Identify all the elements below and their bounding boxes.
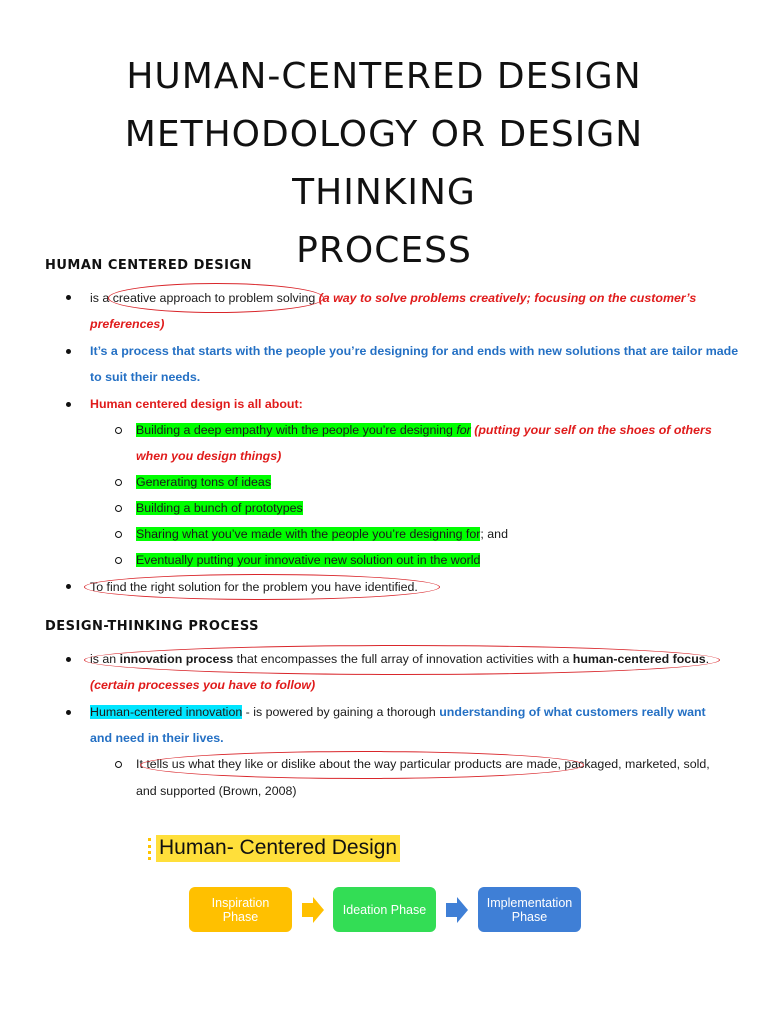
- sub-bullet-empathy-cont: when you design things): [136, 449, 282, 463]
- sub-bullet-circle: [115, 761, 122, 768]
- bullet-dot: [66, 295, 71, 300]
- red-circle-annotation: [108, 283, 324, 313]
- bullet-dot: [66, 584, 71, 589]
- phase-ideation: Ideation Phase: [333, 887, 436, 932]
- section-heading-design-thinking: DESIGN-THINKING PROCESS: [45, 619, 260, 634]
- sub-bullet-circle: [115, 479, 122, 486]
- bullet-right-solution: To find the right solution for the problem you have identified.: [90, 580, 418, 594]
- bullet-process-line1: It’s a process that starts with the people you’re designing for and ends with new solutions that are tailor made: [90, 344, 739, 358]
- phase-implementation: Implementation Phase: [478, 887, 581, 932]
- bullet-dot: [66, 710, 71, 715]
- sub-bullet-eventually: Eventually putting your innovative new solution out in the world: [136, 553, 481, 567]
- sub-bullet-empathy: Building a deep empathy with the people you’re designing for (putting your self on the shoes of others: [136, 423, 712, 437]
- bullet-creative-approach: is a creative approach to problem solving (a way to solve problems creatively; focusing on the customer’s: [90, 291, 697, 305]
- bullet-creative-approach-cont: preferences): [90, 317, 165, 331]
- diagram-accent-mark: [148, 838, 151, 860]
- bullet-hc-innovation-cont: and need in their lives.: [90, 731, 224, 745]
- title-line-1: HUMAN-CENTERED DESIGN: [126, 56, 642, 97]
- arrow-right-icon: [446, 897, 468, 923]
- bullet-all-about: Human centered design is all about:: [90, 397, 303, 411]
- bullet-dot: [66, 402, 71, 407]
- red-circle-annotation: [140, 751, 584, 779]
- sub-bullet-ideas: Generating tons of ideas: [136, 475, 272, 489]
- title-line-3: PROCESS: [296, 230, 472, 271]
- sub-bullet-circle: [115, 531, 122, 538]
- diagram-title: Human- Centered Design: [156, 835, 400, 862]
- sub-bullet-circle: [115, 427, 122, 434]
- section-heading-hcd: HUMAN CENTERED DESIGN: [45, 258, 253, 273]
- bullet-innovation-note: (certain processes you have to follow): [90, 678, 316, 692]
- sub-bullet-prototypes: Building a bunch of prototypes: [136, 501, 303, 515]
- bullet-dot: [66, 657, 71, 662]
- title-line-2: METHODOLOGY OR DESIGN THINKING: [124, 114, 644, 213]
- arrow-right-icon: [302, 897, 324, 923]
- sub-bullet-tells-us: It tells us what they like or dislike about the way particular products are made, packaged, marketed, sold,: [136, 757, 710, 771]
- circled-phrase: creative approach to problem solving: [112, 291, 316, 305]
- bullet-dot: [66, 349, 71, 354]
- sub-bullet-tells-us-cont: and supported (Brown, 2008): [136, 784, 297, 798]
- sub-bullet-sharing: Sharing what you’ve made with the people you’re designing for; and: [136, 527, 508, 541]
- bullet-innovation-process: is an innovation process that encompasses the full array of innovation activities with a human-centered focus.: [90, 652, 710, 666]
- bullet-process-line2: to suit their needs.: [90, 370, 201, 384]
- phase-inspiration: Inspiration Phase: [189, 887, 292, 932]
- sub-bullet-circle: [115, 557, 122, 564]
- bullet-hc-innovation: Human-centered innovation - is powered by gaining a thorough understanding of what customers really want: [90, 705, 706, 719]
- sub-bullet-circle: [115, 505, 122, 512]
- red-circle-annotation: [84, 574, 440, 600]
- page-title: [40, 48, 728, 280]
- red-circle-annotation: [84, 645, 720, 675]
